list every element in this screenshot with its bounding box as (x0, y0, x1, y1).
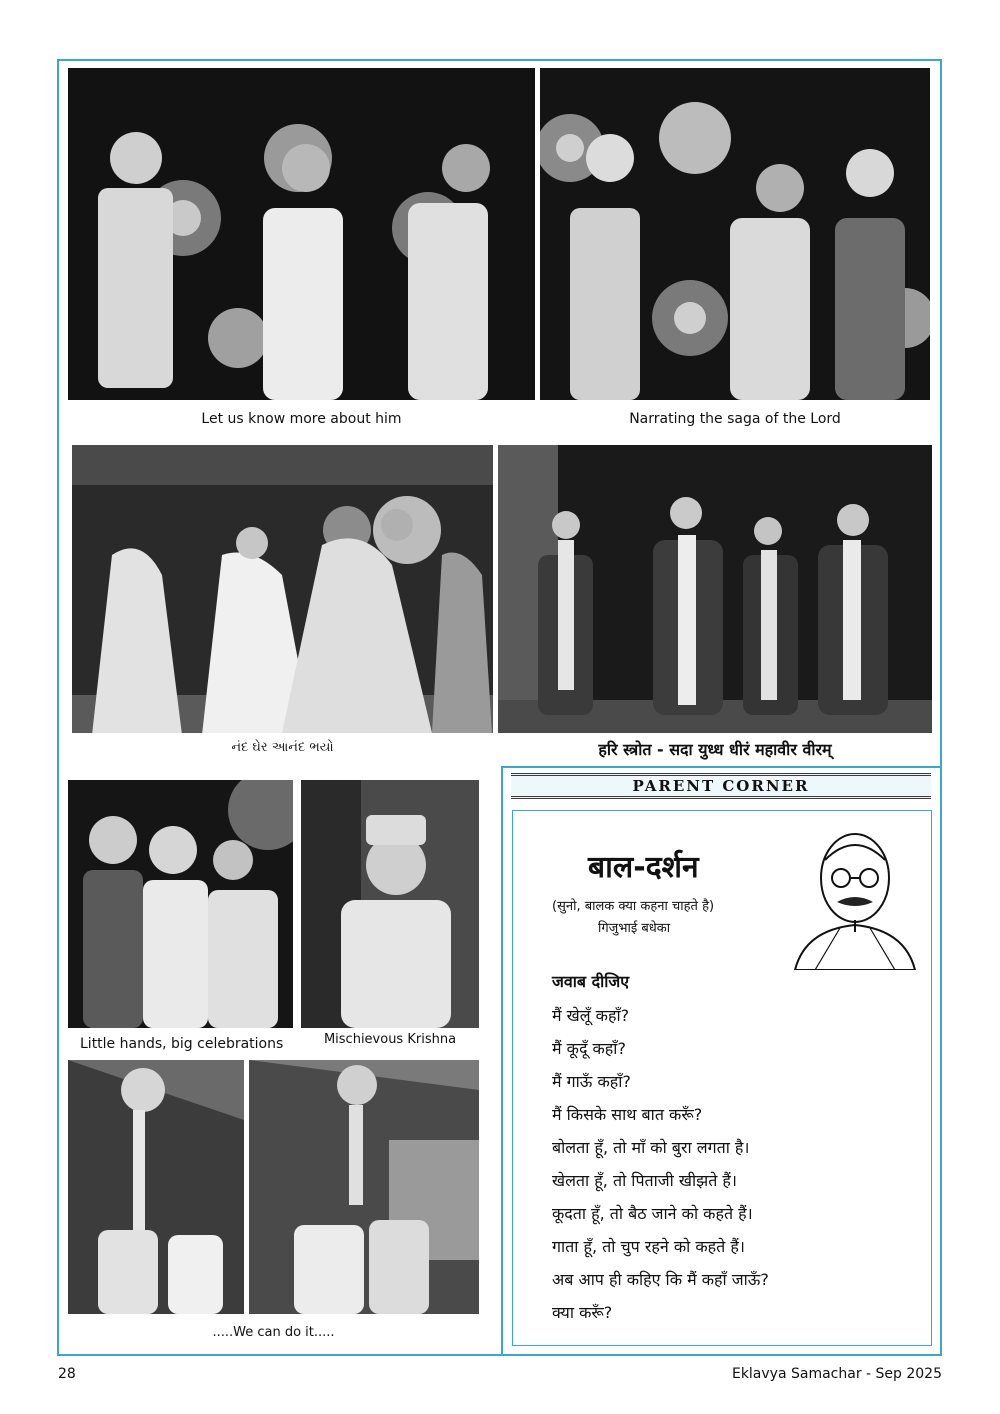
photo-little-children (68, 780, 293, 1028)
caption-photo2: Narrating the saga of the Lord (629, 411, 841, 427)
poem-heading: जवाब दीजिए (552, 972, 630, 991)
caption-photo1: Let us know more about him (201, 411, 402, 427)
poem-lines (552, 999, 769, 1329)
page-number: 28 (58, 1366, 76, 1382)
caption-photo6: Mischievous Krishna (323, 1032, 457, 1047)
photo-narrators-1 (68, 68, 535, 400)
publication-name: Eklavya Samachar - Sep 2025 (731, 1366, 942, 1382)
poem-line: खेलता हूँ, तो पिताजी खीझते हैं। (552, 1171, 737, 1190)
bal-darshan-author: गिजुभाई बधेका (598, 921, 671, 936)
caption-photo5: Little hands, big celebrations (80, 1036, 284, 1052)
photo-dahi-handi-1 (68, 1060, 244, 1314)
poem-line: मैं गाऊँ कहाँ? (552, 1072, 631, 1091)
poem-line: मैं खेलूँ कहाँ? (552, 1006, 630, 1025)
bal-darshan-title: बाल-दर्शन (588, 850, 699, 885)
poem-line: मैं किसके साथ बात करूँ? (552, 1105, 703, 1124)
parent-corner-header: PARENT CORNER (511, 773, 931, 799)
caption-photo7: .....We can do it..... (212, 1325, 335, 1340)
caption-photo4: हरि स्त्रोत - सदा युध्ध धीरं महावीर वीरम् (598, 740, 832, 759)
gijubhai-portrait-illustration (785, 820, 925, 970)
poem-line: बोलता हूँ, तो माँ को बुरा लगता है। (552, 1138, 750, 1157)
poem-line: गाता हूँ, तो चुप रहने को कहते हैं। (552, 1237, 745, 1256)
poem-line: अब आप ही कहिए कि मैं कहाँ जाऊँ? (552, 1270, 769, 1289)
photo-narrators-2 (540, 68, 930, 400)
photo-garba-dance (72, 445, 493, 733)
poem-line: कूदता हूँ, तो बैठ जाने को कहते हैं। (552, 1204, 753, 1223)
photo-mischievous-krishna (301, 780, 479, 1028)
poem-line: मैं कूदूँ कहाँ? (552, 1039, 626, 1058)
poem-line: क्या करूँ? (552, 1303, 613, 1322)
caption-photo3: નંદ ઘેર આનંદ ભયો (231, 740, 334, 755)
bal-darshan-subtitle: (सुनो, बालक क्या कहना चाहते है) (552, 899, 715, 914)
photo-dahi-handi-2 (249, 1060, 479, 1314)
photo-hari-strot-dance (498, 445, 932, 733)
